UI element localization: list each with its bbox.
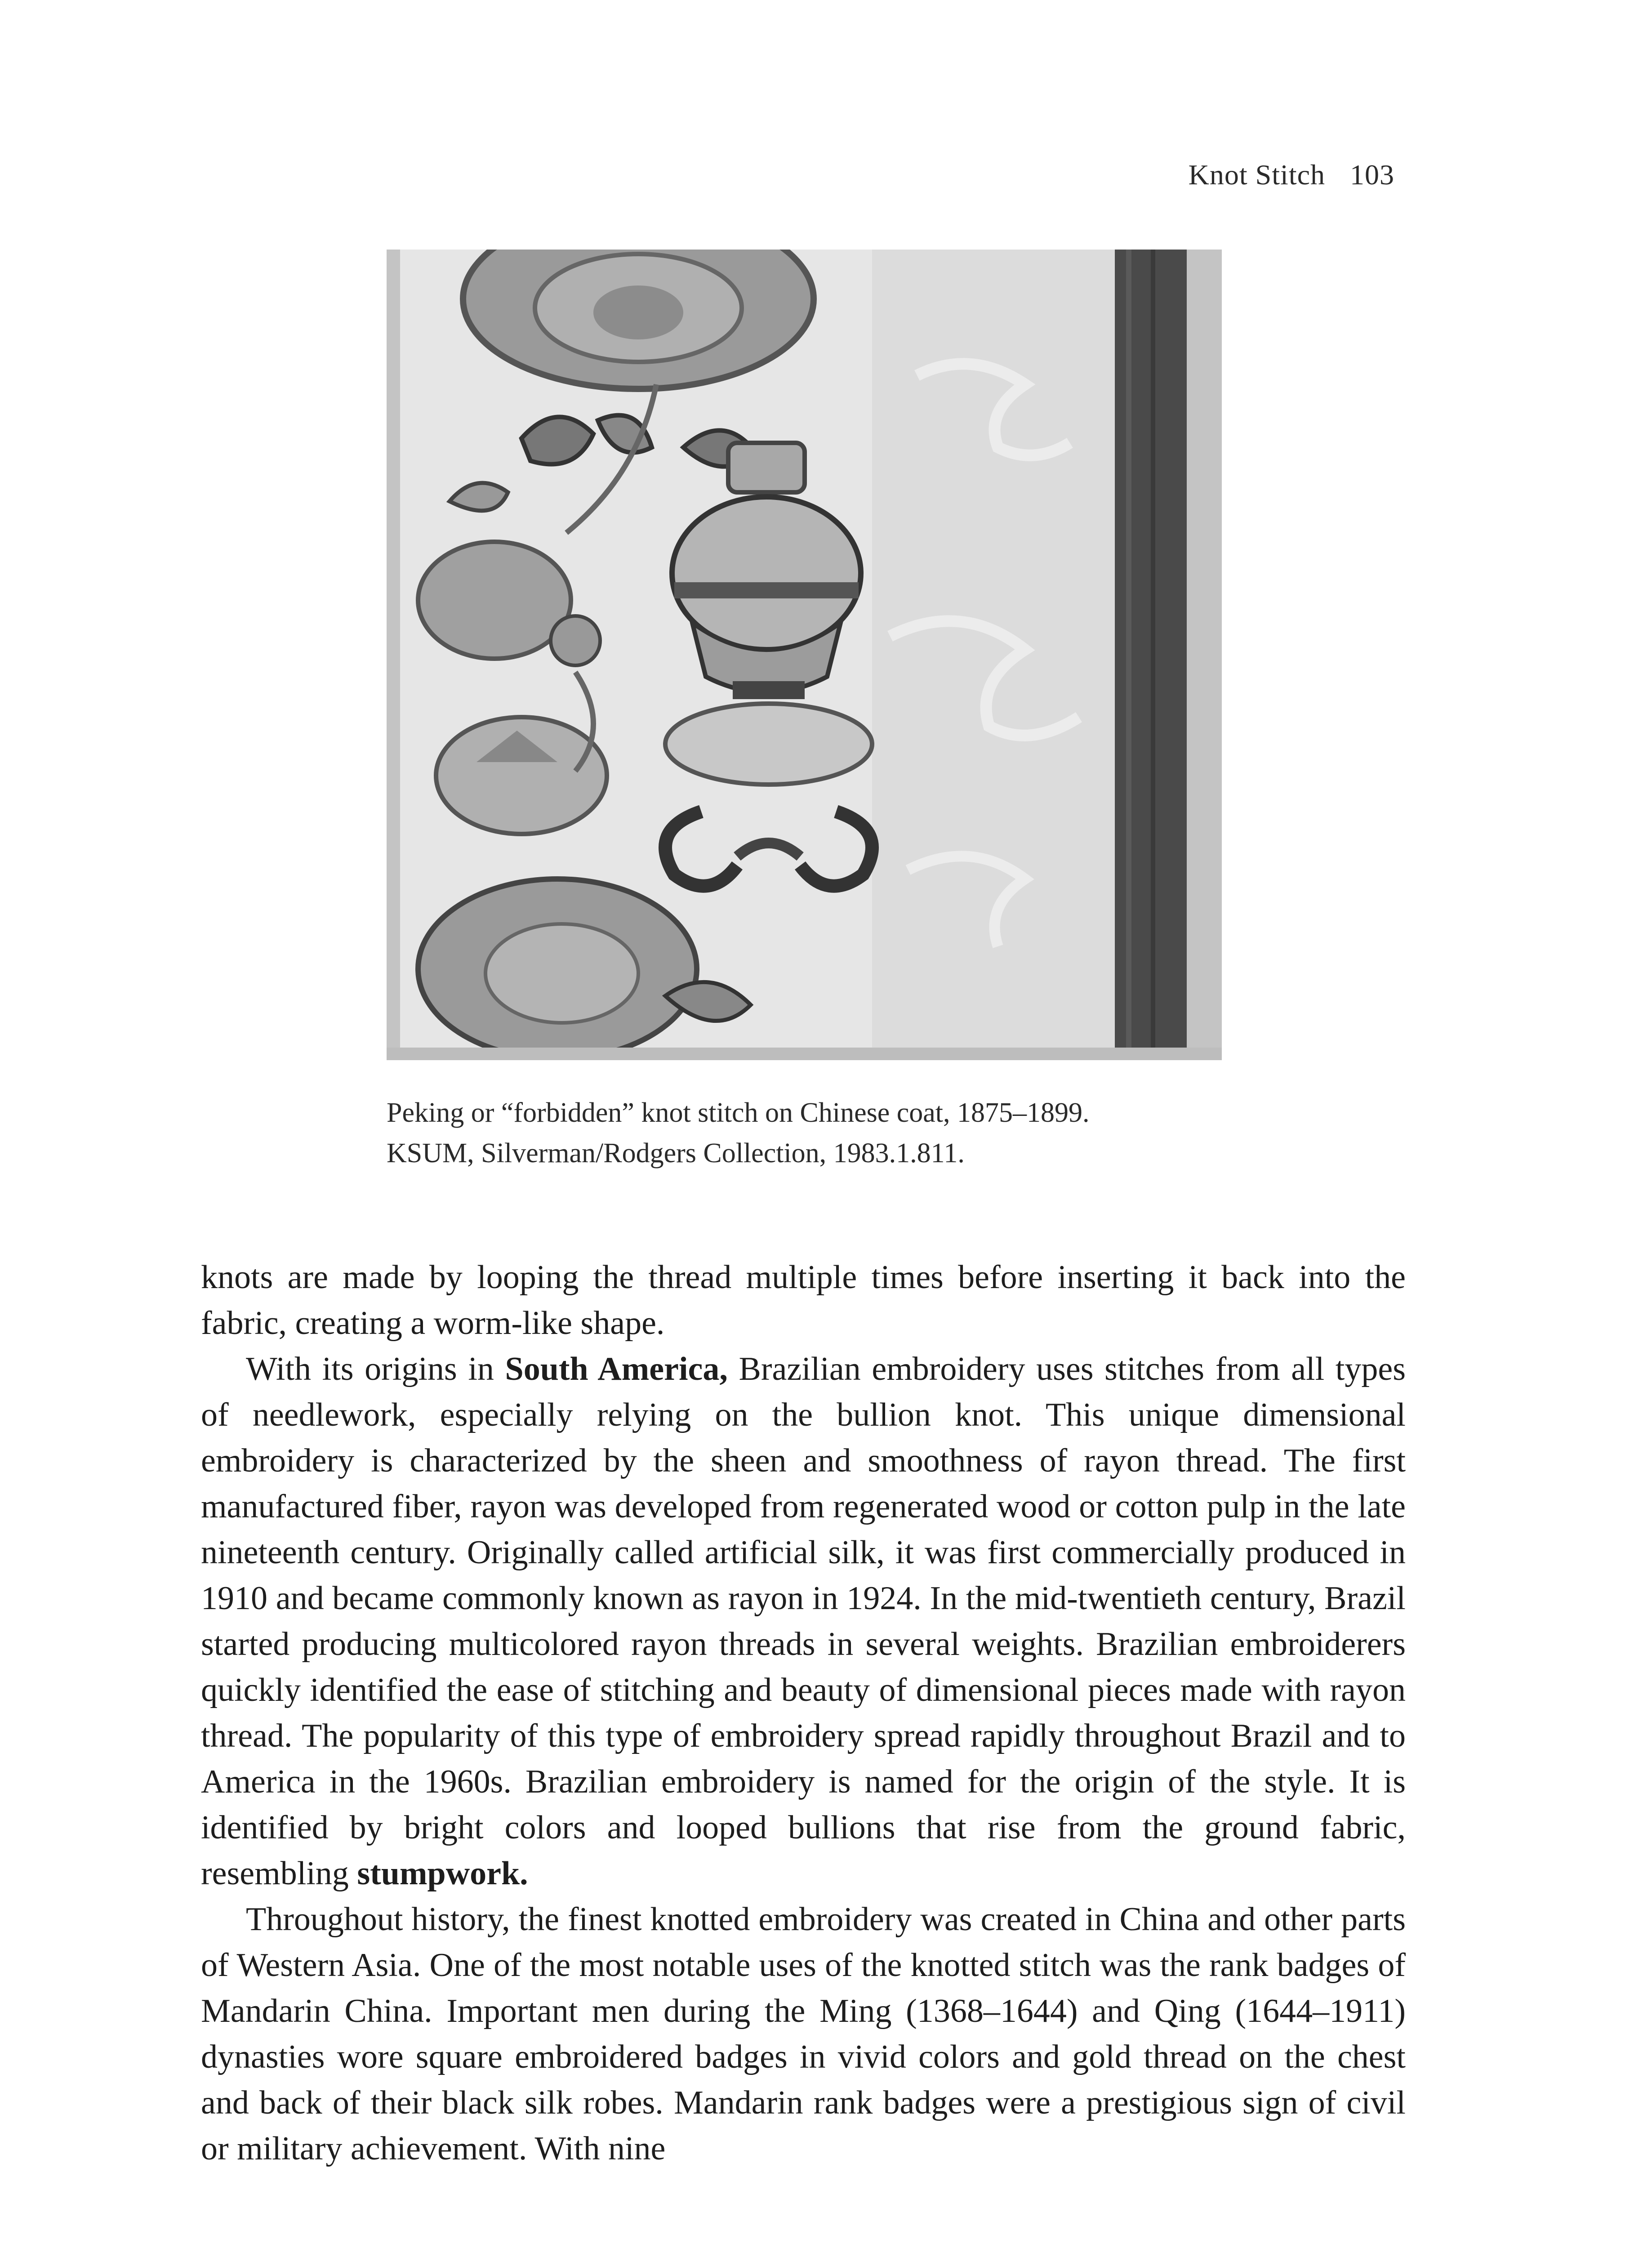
- paragraph: knots are made by looping the thread multiple times before inserting it back into the fabric, creating a worm-like shape.: [201, 1259, 1406, 1342]
- text-run: Brazilian embroidery uses stitches from all types of needlework, especially relying on the bullion knot. This unique dimensional embroidery is characterized by the sheen and smoothness of rayon thread. The first manufactured fiber, rayon was developed from regenerated wood or cotton pulp in the late nineteenth century. Originally called artificial silk, it was first commercially produced in 1910 and became commonly known as rayon in 1924. In the mid-twentieth century, Brazil started producing multicolored rayon threads in several weights. Brazilian embroiderers quickly identified the ease of stitching and beauty of dimensional pieces made with rayon thread. The popularity of this type of embroidery spread rapidly throughout Brazil and to America in the 1960s. Brazilian embroidery is named for the origin of the style. It is identified by bright colors and looped bullions that rise from the ground fabric, resembling: [201, 1351, 1406, 1892]
- caption-line: KSUM, Silverman/Rodgers Collection, 1983.1.811.: [387, 1138, 965, 1169]
- paragraph: Throughout history, the finest knotted embroidery was created in China and other parts of Western Asia. One of the most notable uses of the knotted stitch was the rank badges of Mandarin China. Important men during the Ming (1368–1644) and Qing (1644–1911) dynasties wore square embroidered badges in vivid colors and gold thread on the chest and back of their black silk robes. Mandarin rank badges were a prestigious sign of civil or military achievement. With nine: [201, 1901, 1406, 2167]
- running-head: [1189, 158, 1394, 192]
- embroidery-photo-drawing: [387, 250, 1222, 1060]
- running-title: Knot Stitch: [1188, 159, 1325, 191]
- bold-term: South America,: [505, 1351, 728, 1387]
- embroidery-photo: [387, 250, 1222, 1060]
- body-text: [201, 1254, 1406, 2172]
- text-run: With its origins in: [246, 1351, 505, 1387]
- paragraph: [201, 1346, 1406, 1896]
- caption-line: Peking or “forbidden” knot stitch on Chinese coat, 1875–1899.: [387, 1097, 1090, 1128]
- figure-caption: [387, 1093, 1286, 1173]
- page-number: 103: [1350, 159, 1394, 191]
- bold-term: stumpwork.: [357, 1855, 528, 1892]
